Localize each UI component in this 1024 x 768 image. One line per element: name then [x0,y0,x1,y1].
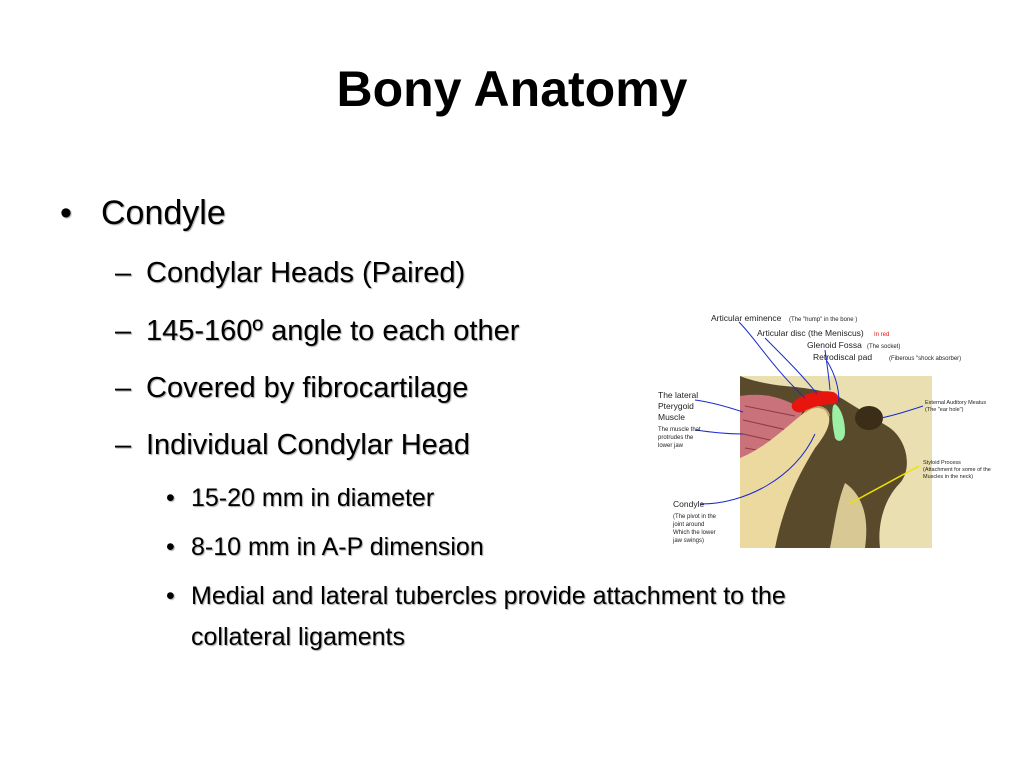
dash-marker: – [115,372,132,404]
slide-title: Bony Anatomy [336,61,688,117]
label-styloid-1: Styloid Process [923,460,961,466]
dash-marker: – [115,429,132,461]
bullet-marker: • [166,533,175,561]
label-external-auditory-2: (The "ear hole") [925,407,964,413]
dash-marker: – [115,257,132,289]
label-lateral-pterygoid-3: Muscle [658,412,685,422]
note-condyle-1: (The pivot in the [673,514,717,520]
label-retrodiscal-pad: Retrodiscal pad [813,352,873,362]
tmj-diagram-svg [655,308,991,550]
ear-hole [855,406,883,430]
note-retrodiscal-pad: (Fiberous "shock absorber) [889,356,962,362]
label-condyle: Condyle [673,499,705,509]
sub-bullet-angle: 145-160º angle to each other [146,315,520,347]
sub-sub-bullet-tubercles-cont: collateral ligaments [191,623,405,651]
tmj-anatomy-diagram [655,308,991,550]
bullet-marker: • [166,582,175,610]
bullet-condyle: Condyle [101,194,226,232]
sub-sub-bullet-ap-dimension: 8-10 mm in A-P dimension [191,533,484,561]
label-lateral-pterygoid-2: Pterygoid [658,401,694,411]
note-condyle-2: joint around [673,522,705,528]
dash-marker: – [115,315,132,347]
label-glenoid-fossa: Glenoid Fossa [807,340,862,350]
note-condyle-4: jaw swings) [673,538,705,544]
label-articular-disc: Articular disc (the Meniscus) [757,328,864,338]
note-glenoid-fossa: (The socket) [867,344,901,350]
note-lateral-pterygoid-1: The muscle that [658,427,701,433]
note-lateral-pterygoid-2: protrudes the [658,435,694,441]
label-lateral-pterygoid-1: The lateral [658,390,699,400]
sub-bullet-condylar-heads: Condylar Heads (Paired) [146,257,466,289]
bullet-marker: • [60,194,72,232]
label-external-auditory-1: External Auditory Meatus [925,400,987,406]
note-articular-disc: In red [874,332,890,338]
note-lateral-pterygoid-3: lower jaw [658,443,684,449]
label-articular-eminence: Articular eminence [711,313,782,323]
sub-bullet-individual-head: Individual Condylar Head [146,429,471,461]
sub-sub-bullet-tubercles: Medial and lateral tubercles provide attachment to the [191,582,786,610]
note-condyle-3: Which the lower [673,530,716,536]
sub-sub-bullet-diameter: 15-20 mm in diameter [191,484,435,512]
note-articular-eminence: (The "hump" in the bone ) [789,317,858,323]
label-styloid-2: (Attachment for some of the [923,467,991,473]
label-styloid-3: Muscles in the neck) [923,474,974,480]
sub-bullet-fibrocartilage: Covered by fibrocartilage [146,372,469,404]
bullet-marker: • [166,484,175,512]
